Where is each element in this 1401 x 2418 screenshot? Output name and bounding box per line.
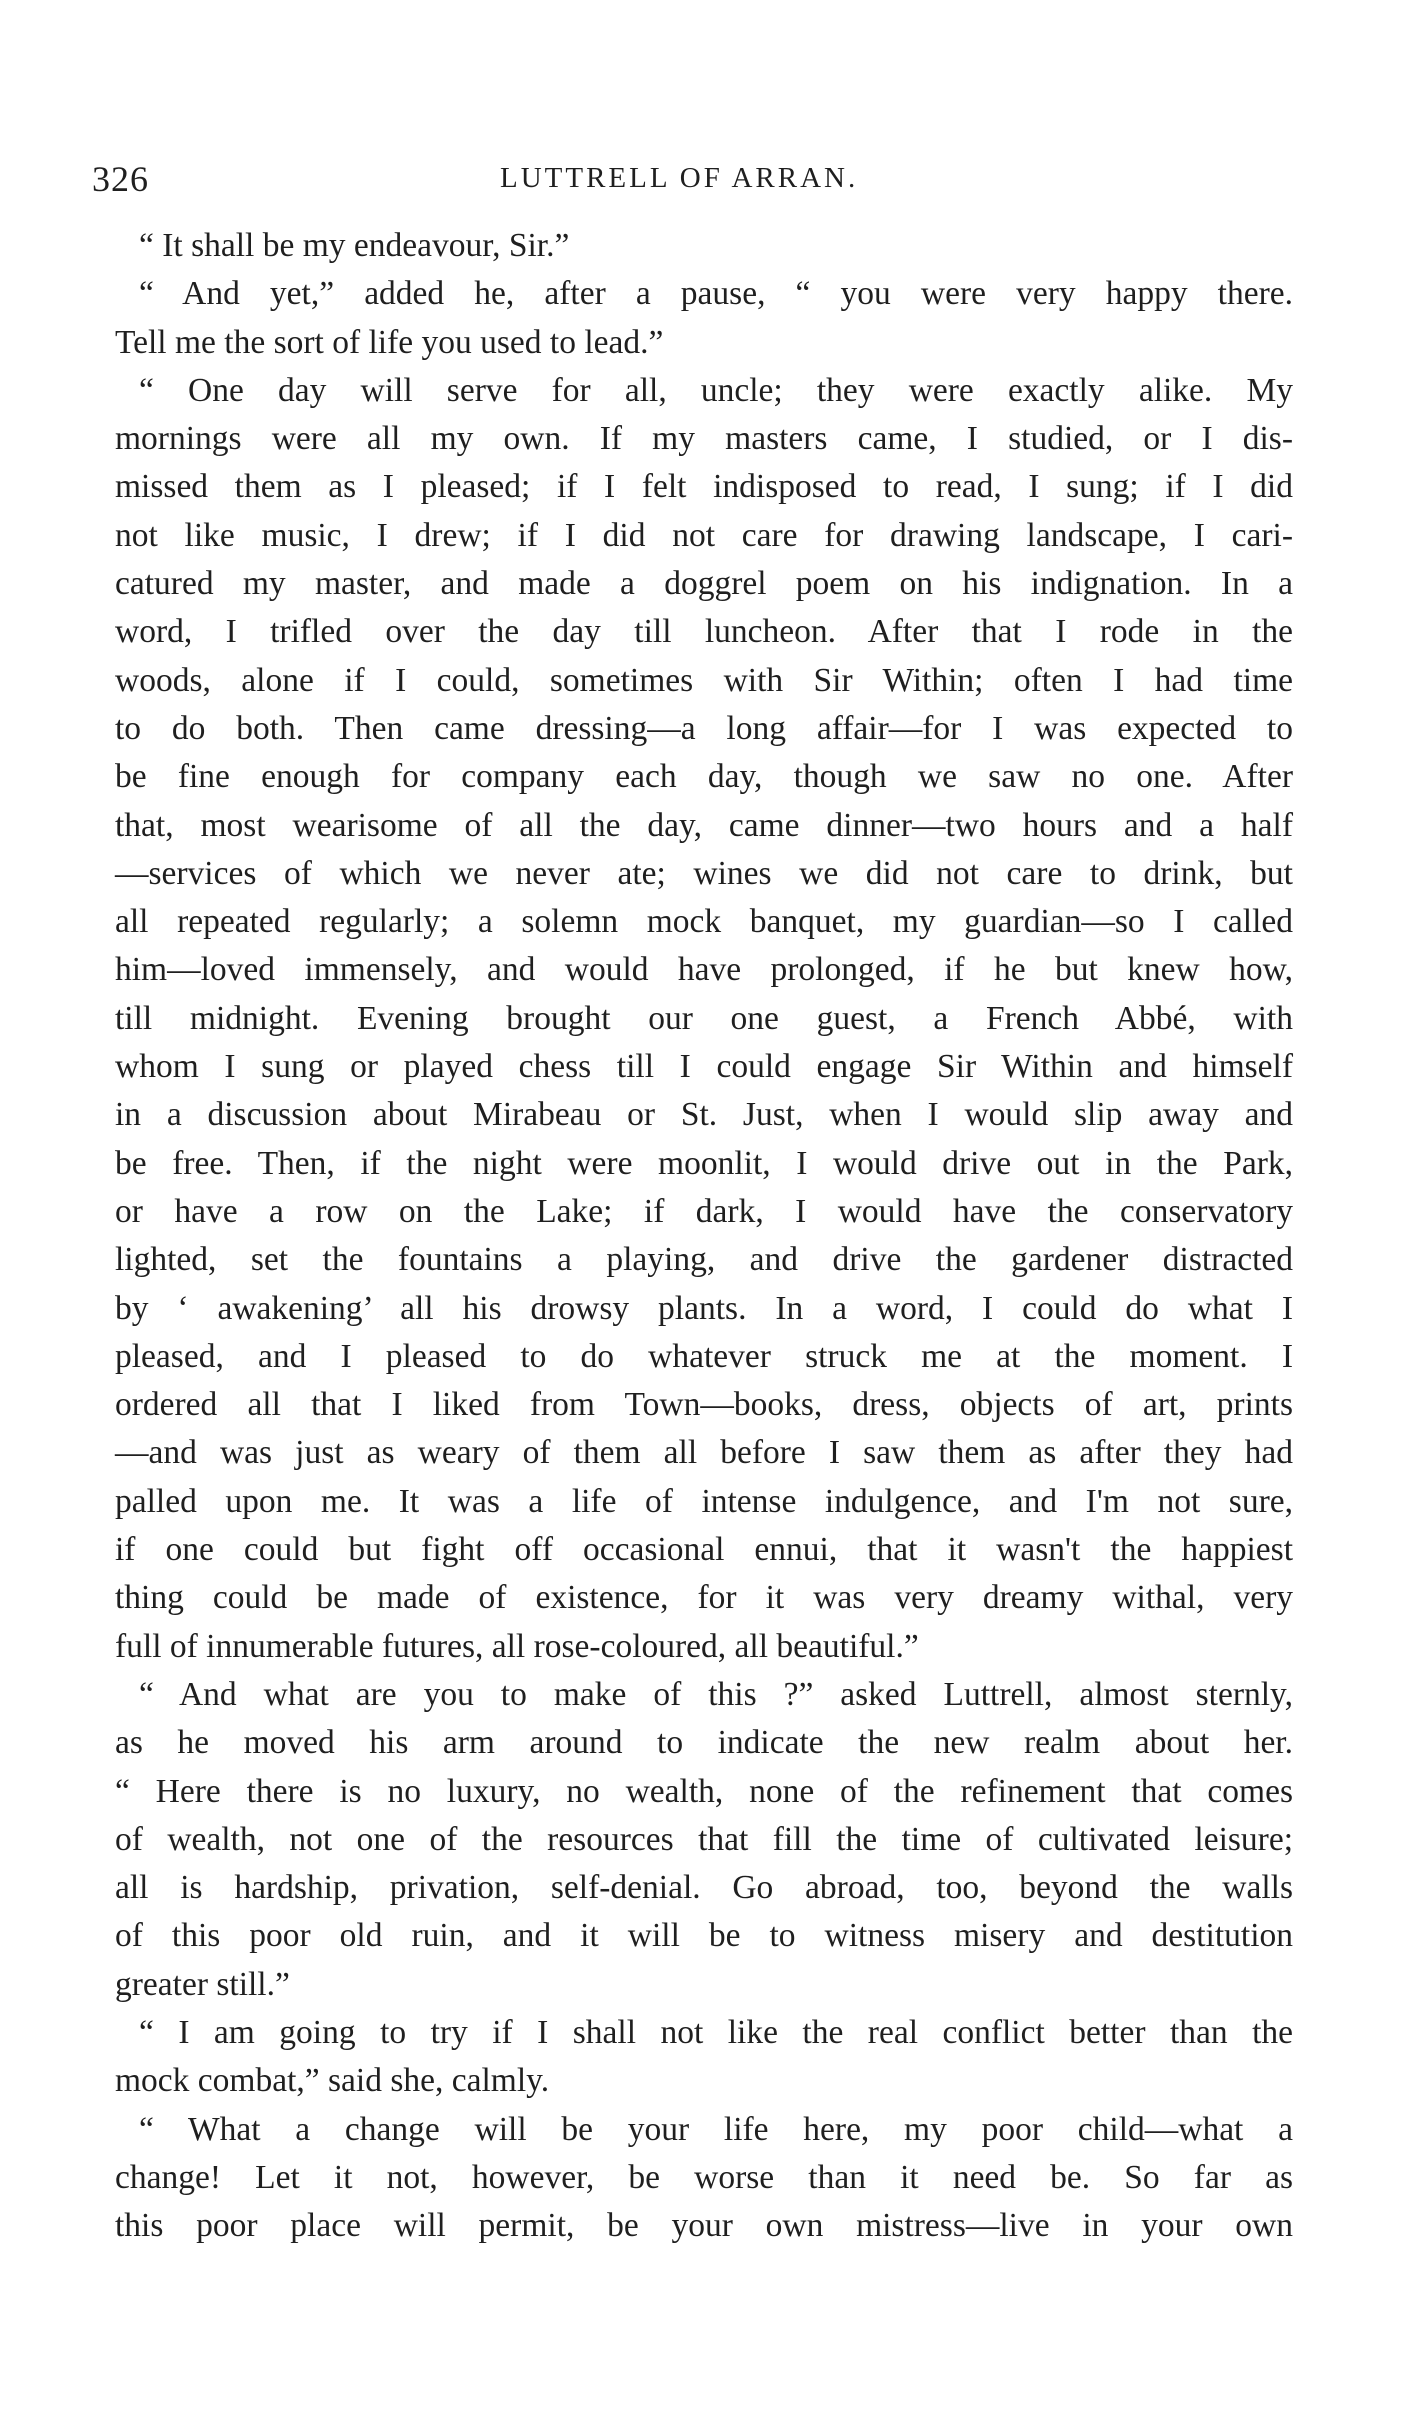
text-line: woods, alone if I could, sometimes with Sir Within; often I had time — [115, 661, 1293, 699]
text-line: thing could be made of existence, for it was very dreamy withal, very — [115, 1579, 1293, 1617]
text-line: mock combat,” said she, calmly. — [115, 2062, 550, 2100]
text-line: in a discussion about Mirabeau or St. Just, when I would slip away and — [115, 1096, 1293, 1134]
page-number: 326 — [92, 159, 149, 199]
text-line: or have a row on the Lake; if dark, I would have the conservatory — [115, 1192, 1293, 1230]
body-text — [115, 222, 1293, 2250]
text-line: of this poor old ruin, and it will be to witness misery and destitution — [115, 1917, 1293, 1955]
text-line: change! Let it not, however, be worse than it need be. So far as — [115, 2158, 1293, 2196]
text-line: “ And what are you to make of this ?” asked Luttrell, almost sternly, — [139, 1675, 1293, 1713]
text-line: —services of which we never ate; wines we did not care to drink, but — [115, 854, 1293, 892]
text-line: be fine enough for company each day, though we saw no one. After — [115, 758, 1293, 796]
text-line: lighted, set the fountains a playing, and drive the gardener distracted — [115, 1241, 1293, 1279]
text-line: whom I sung or played chess till I could engage Sir Within and himself — [115, 1048, 1293, 1086]
text-line: “ It shall be my endeavour, Sir.” — [139, 227, 570, 264]
text-line: if one could but fight off occasional ennui, that it wasn't the happiest — [115, 1531, 1293, 1569]
text-line: mornings were all my own. If my masters came, I studied, or I dis- — [115, 420, 1293, 458]
text-line: that, most wearisome of all the day, came dinner—two hours and a half — [115, 806, 1293, 844]
page-header — [92, 158, 1292, 208]
text-line: “ One day will serve for all, uncle; they were exactly alike. My — [139, 371, 1293, 409]
text-line: word, I trifled over the day till luncheon. After that I rode in the — [115, 613, 1293, 651]
text-line: —and was just as weary of them all before I saw them as after they had — [115, 1434, 1293, 1472]
text-line: Tell me the sort of life you used to lead.” — [115, 323, 664, 361]
text-line: ordered all that I liked from Town—books, dress, objects of art, prints — [115, 1386, 1293, 1424]
text-line: be free. Then, if the night were moonlit, I would drive out in the Park, — [115, 1144, 1293, 1182]
text-line: not like music, I drew; if I did not care for drawing landscape, I cari- — [115, 516, 1293, 554]
text-line: “ And yet,” added he, after a pause, “ you were very happy there. — [139, 275, 1293, 313]
text-line: “ I am going to try if I shall not like the real conflict better than the — [139, 2013, 1293, 2051]
text-line: as he moved his arm around to indicate the new realm about her. — [115, 1724, 1293, 1762]
text-line: him—loved immensely, and would have prolonged, if he but knew how, — [115, 951, 1293, 989]
text-line: by ‘ awakening’ all his drowsy plants. In a word, I could do what I — [115, 1289, 1293, 1327]
text-line: till midnight. Evening brought our one guest, a French Abbé, with — [115, 999, 1293, 1037]
text-line: “ Here there is no luxury, no wealth, none of the refinement that comes — [115, 1772, 1293, 1810]
text-line: missed them as I pleased; if I felt indisposed to read, I sung; if I did — [115, 468, 1293, 506]
text-line: “ What a change will be your life here, my poor child—what a — [139, 2110, 1293, 2148]
text-line: pleased, and I pleased to do whatever struck me at the moment. I — [115, 1337, 1293, 1375]
text-line: to do both. Then came dressing—a long affair—for I was expected to — [115, 709, 1293, 747]
text-line: of wealth, not one of the resources that fill the time of cultivated leisure; — [115, 1820, 1293, 1858]
text-line: this poor place will permit, be your own mistress—live in your own — [115, 2207, 1293, 2245]
text-line: greater still.” — [115, 1965, 290, 2003]
running-title: LUTTRELL OF ARRAN. — [500, 162, 859, 194]
text-line: catured my master, and made a doggrel poem on his indignation. In a — [115, 565, 1293, 603]
text-line: full of innumerable futures, all rose-coloured, all beautiful.” — [115, 1627, 919, 1665]
text-line: all is hardship, privation, self-denial. Go abroad, too, beyond the walls — [115, 1869, 1293, 1907]
text-line: palled upon me. It was a life of intense indulgence, and I'm not sure, — [115, 1482, 1293, 1520]
text-line: all repeated regularly; a solemn mock banquet, my guardian—so I called — [115, 903, 1293, 941]
